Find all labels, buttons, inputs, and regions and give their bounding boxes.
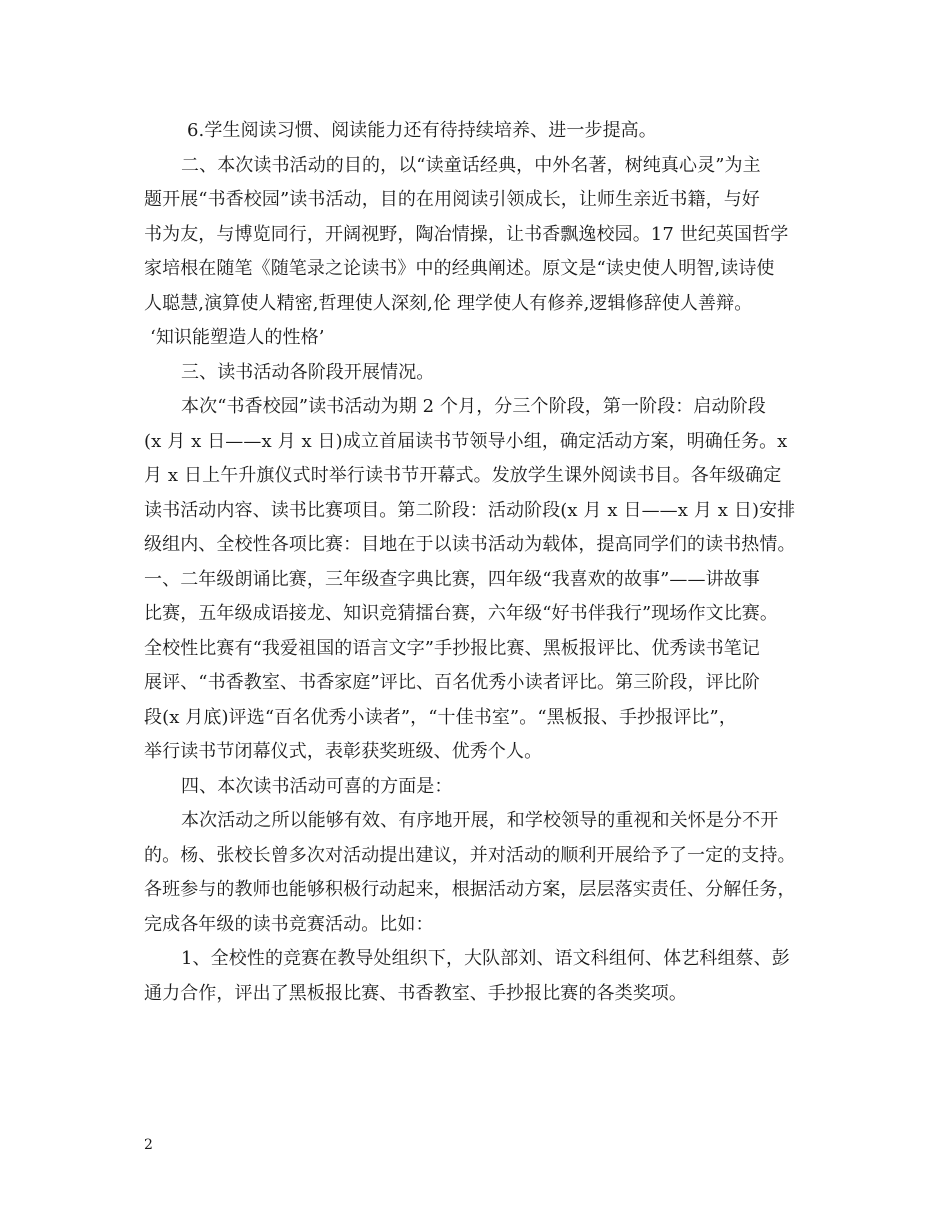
paragraph-line: 举行读书节闭幕仪式，表彰获奖班级、优秀个人。 bbox=[144, 741, 543, 762]
paragraph-line: 一、二年级朗诵比赛，三年级查字典比赛，四年级“我喜欢的故事”——讲故事 bbox=[144, 568, 760, 590]
paragraph-line: 通力合作，评出了黑板报比赛、书香教室、手抄报比赛的各类奖项。 bbox=[144, 982, 687, 1004]
paragraph-line: 段(x 月底)评选“百名优秀小读者”，“十佳书室”。“黑板报、手抄报评比”， bbox=[144, 706, 737, 728]
paragraph-line: 人聪慧,演算使人精密,哲理使人深刻,伦 理学使人有修养,逻辑修辞使人善辩。 bbox=[144, 292, 753, 314]
paragraph-line: 各班参与的教师也能够积极行动起来，根据活动方案，层层落实责任、分解任务， bbox=[144, 879, 796, 900]
paragraph-line: 四、本次读书活动可喜的方面是： bbox=[181, 775, 453, 797]
document-body bbox=[144, 114, 819, 1011]
paragraph-line: 三、读书活动各阶段开展情况。 bbox=[181, 361, 435, 383]
paragraph-line: 二、本次读书活动的目的，以“读童话经典，中外名著，树纯真心灵”为主 bbox=[181, 154, 761, 176]
paragraph-line: 全校性比赛有“我爱祖国的语言文字”手抄报比赛、黑板报评比、优秀读书笔记 bbox=[144, 637, 760, 659]
paragraph-line: 比赛，五年级成语接龙、知识竞猜擂台赛，六年级“好书伴我行”现场作文比赛。 bbox=[144, 603, 779, 624]
paragraph-line: 读书活动内容、读书比赛项目。第二阶段：活动阶段(x 月 x 日——x 月 x 日)安排 bbox=[144, 499, 796, 521]
paragraph-line: 月 x 日上午升旗仪式时举行读书节开幕式。发放学生课外阅读书目。各年级确定 bbox=[144, 465, 782, 486]
paragraph-line: 1、全校性的竞赛在教导处组织下，大队部刘、语文科组何、体艺科组蔡、彭 bbox=[181, 948, 790, 969]
paragraph-line: ‘知识能塑造人的性格’ bbox=[150, 327, 325, 348]
paragraph-line: 书为友，与博览同行，开阔视野，陶冶情操，让书香飘逸校园。17 世纪英国哲学 bbox=[144, 223, 789, 245]
paragraph-line: 本次“书香校园”读书活动为期 2 个月，分三个阶段，第一阶段：启动阶段 bbox=[181, 396, 766, 417]
paragraph-line: 家培根在随笔《随笔录之论读书》中的经典阐述。原文是“读史使人明智,读诗使 bbox=[144, 258, 775, 279]
paragraph-line: 6.学生阅读习惯、阅读能力还有待持续培养、进一步提高。 bbox=[187, 120, 657, 141]
paragraph-line: 完成各年级的读书竞赛活动。比如： bbox=[144, 913, 434, 935]
paragraph-line: 本次活动之所以能够有效、有序地开展，和学校领导的重视和关怀是分不开 bbox=[181, 810, 779, 831]
paragraph-line: 的。杨、张校长曾多次对活动提出建议，并对活动的顺利开展给予了一定的支持。 bbox=[144, 844, 796, 866]
page-number: 2 bbox=[144, 1137, 153, 1153]
paragraph-line: 展评、“书香教室、书香家庭”评比、百名优秀小读者评比。第三阶段，评比阶 bbox=[144, 672, 760, 693]
paragraph-line: 级组内、全校性各项比赛：目地在于以读书活动为载体，提高同学们的读书热情。 bbox=[144, 534, 796, 555]
paragraph-line: (x 月 x 日——x 月 x 日)成立首届读书节领导小组，确定活动方案，明确任务。x bbox=[144, 430, 788, 452]
paragraph-line: 题开展“书香校园”读书活动，目的在用阅读引领成长，让师生亲近书籍，与好 bbox=[144, 189, 760, 210]
